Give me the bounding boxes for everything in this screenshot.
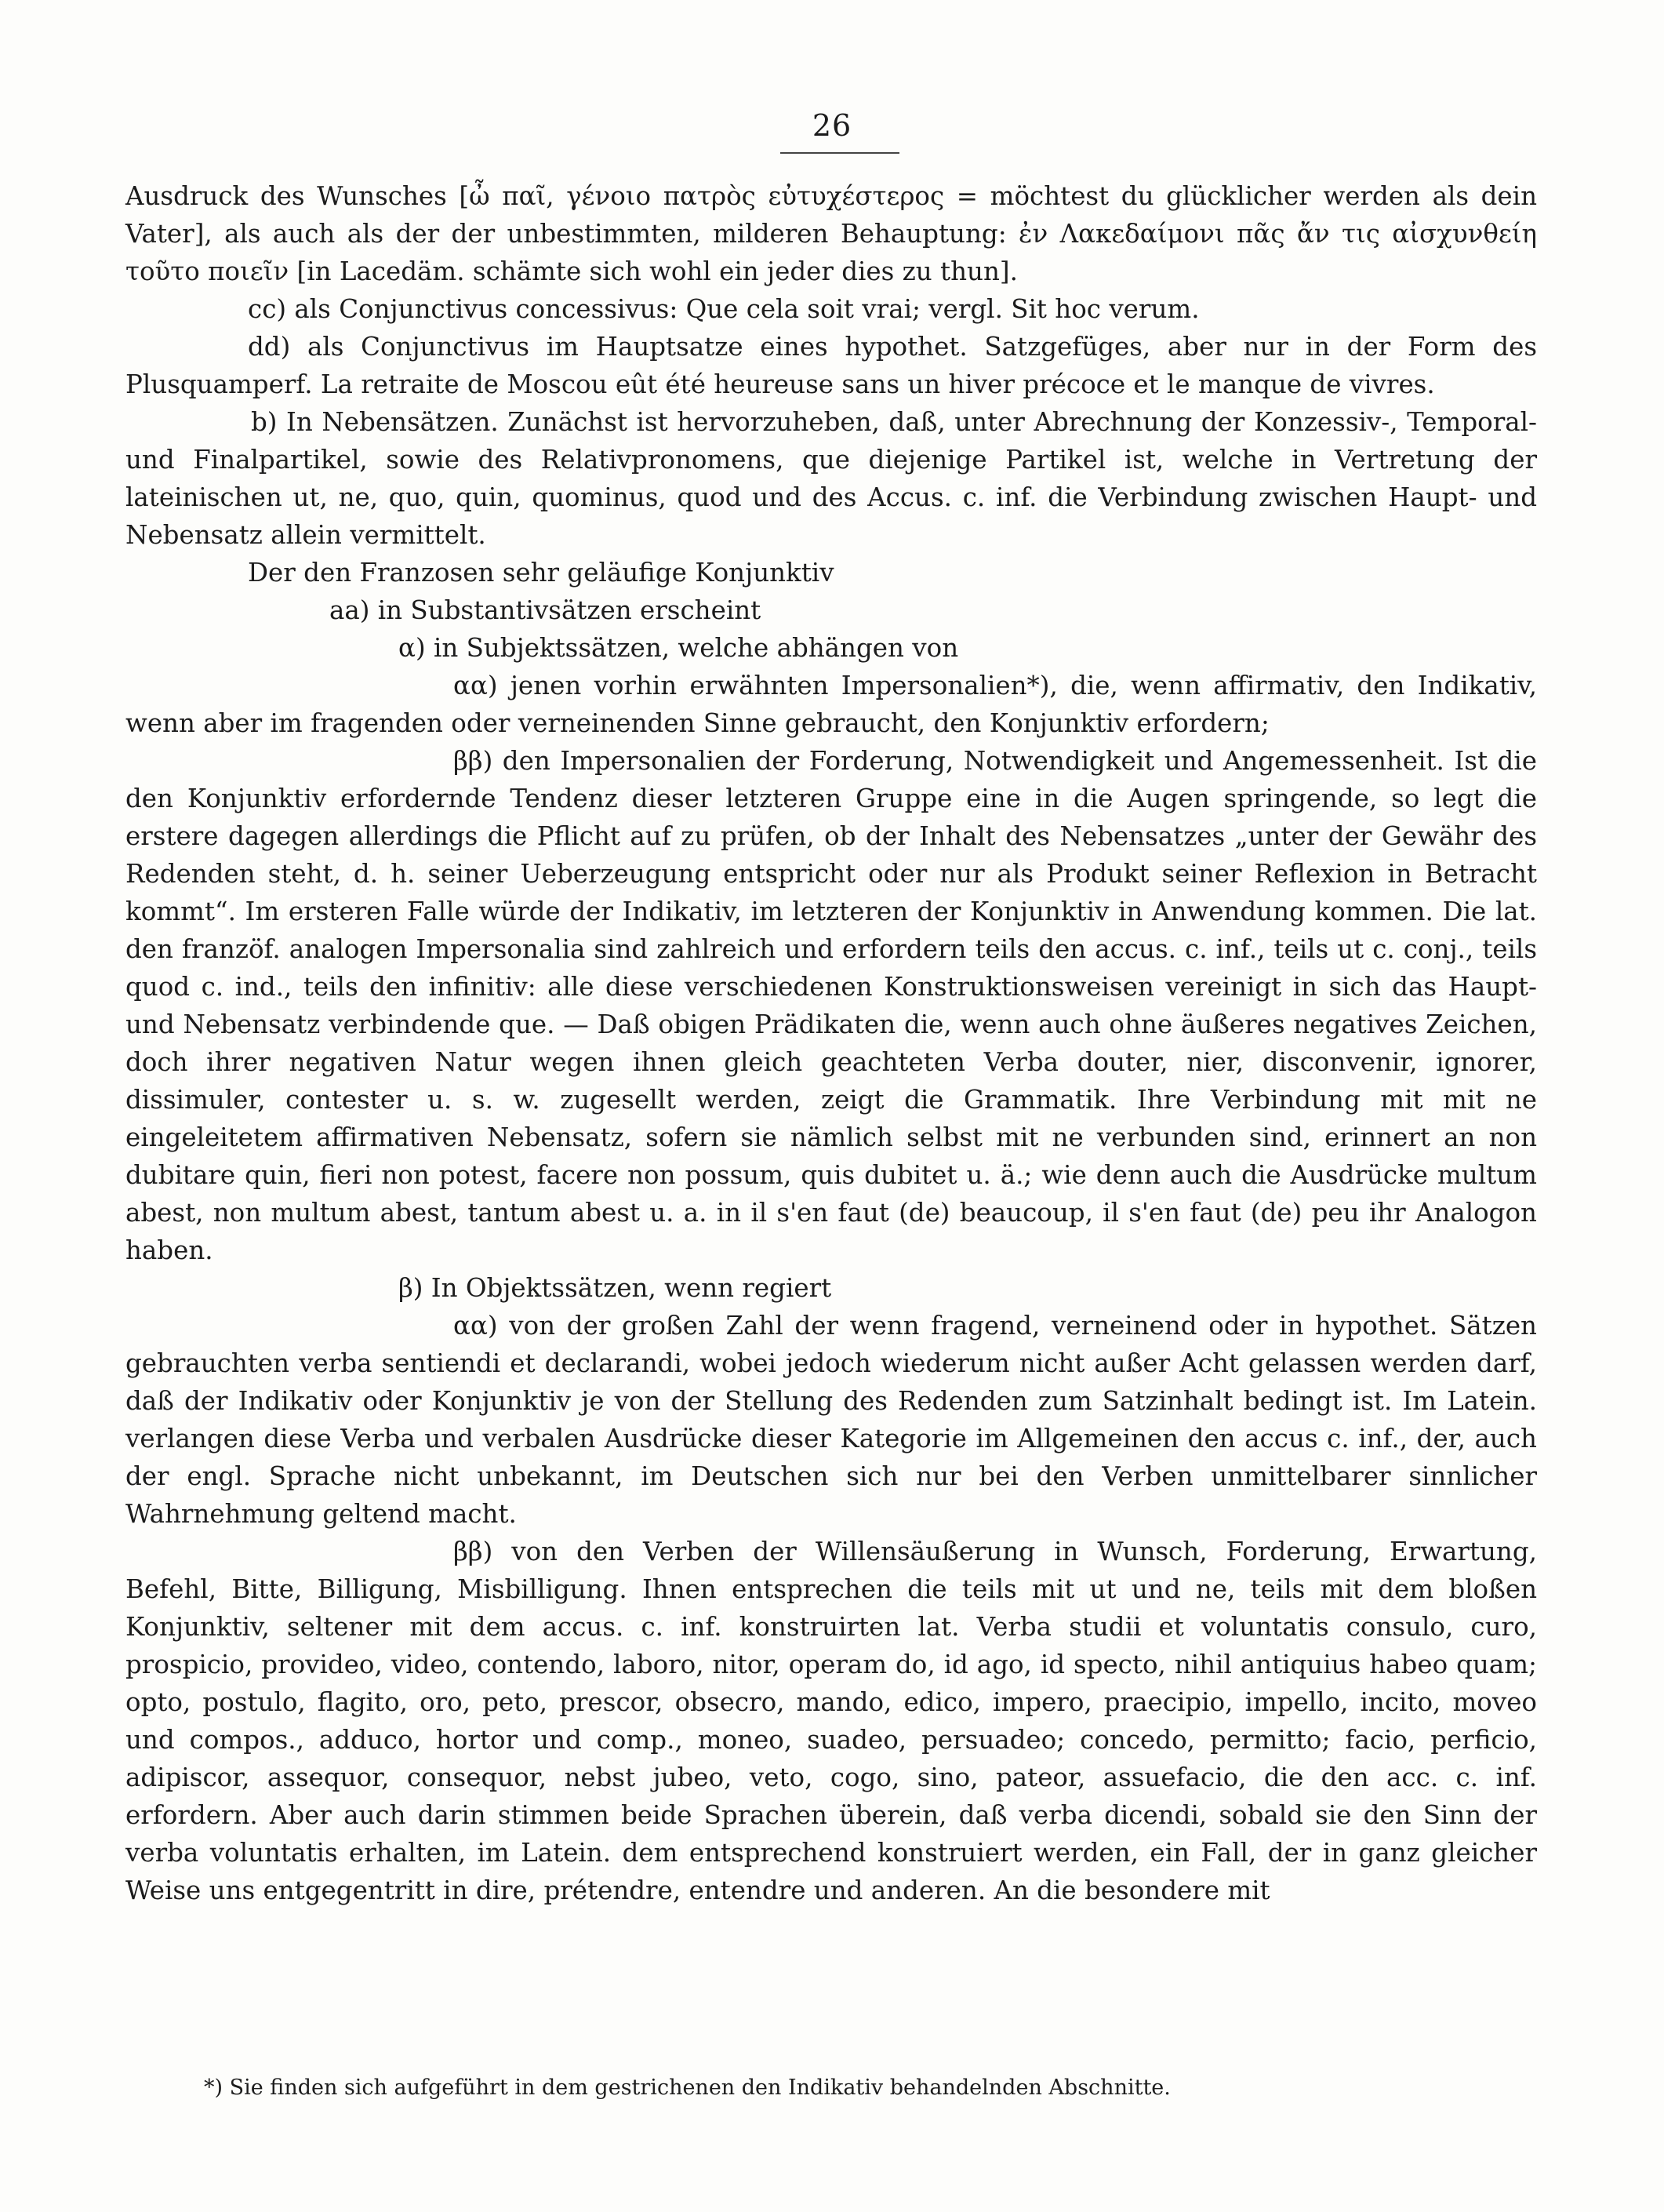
- paragraph: b) In Nebensätzen. Zunächst ist hervorzuheben, daß, unter Abrechnung der Konzessiv-, Temporal- und Finalpartikel, sowie des Relativpronomens, que diejenige Partikel ist, welche in Vertretung der lateinischen ut, ne, quo, quin, quominus, quod und des Accus. c. inf. die Verbindung zwischen Haupt- und Nebensatz allein vermittelt.: [125, 407, 1537, 550]
- footnote: *) Sie finden sich aufgeführt in dem gestrichenen den Indikativ behandelnden Abschnitte.: [204, 2076, 1171, 2100]
- body-text: [125, 177, 1537, 1909]
- paragraph: aa) in Substantivsätzen erscheint: [329, 595, 761, 625]
- paragraph: Der den Franzosen sehr geläufige Konjunktiv: [248, 558, 834, 588]
- paragraph: αα) jenen vorhin erwähnten Impersonalien*), die, wenn affirmativ, den Indikativ, wenn aber im fragenden oder verneinenden Sinne gebraucht, den Konjunktiv erfordern;: [125, 671, 1537, 738]
- paragraph: Ausdruck des Wunsches [ὦ παῖ, γένοιο πατρὸς εὐτυχέστερος = möchtest du glücklicher werden als dein Vater], als auch als der der unbestimmten, milderen Behauptung: ἐν Λακεδαίμονι πᾶς ἄν τις αἰσχυνθείη τοῦτο ποιεῖν [in Lacedäm. schämte sich wohl ein jeder dies zu thun].: [125, 181, 1537, 286]
- paragraph: ββ) den Impersonalien der Forderung, Notwendigkeit und Angemessenheit. Ist die den Konjunktiv erfordernde Tendenz dieser letzteren Gruppe eine in die Augen springende, so legt die erstere dagegen allerdings die Pflicht auf zu prüfen, ob der Inhalt des Nebensatzes „unter der Gewähr des Redenden steht, d. h. seiner Ueberzeugung entspricht oder nur als Produkt seiner Reflexion in Betracht kommt“. Im ersteren Falle würde der Indikativ, im letzteren der Konjunktiv in Anwendung kommen. Die lat. den franzöf. analogen Impersonalia sind zahlreich und erfordern teils den accus. c. inf., teils ut c. conj., teils quod c. ind., teils den infinitiv: alle diese verschiedenen Konstruktionsweisen vereinigt in sich das Haupt- und Nebensatz verbindende que. — Daß obigen Prädikaten die, wenn auch ohne äußeres negatives Zeichen, doch ihrer negativen Natur wegen ihnen gleich geachteten Verba douter, nier, disconvenir, ignorer, dissimuler, contester u. s. w. zugesellt werden, zeigt die Grammatik. Ihre Verbindung mit mit ne eingeleitetem affirmativen Nebensatz, sofern sie nämlich selbst mit ne verbunden sind, erinnert an non dubitare quin, fieri non potest, facere non possum, quis dubitet u. ä.; wie denn auch die Ausdrücke multum abest, non multum abest, tantum abest u. a. in il s'en faut (de) beaucoup, il s'en faut (de) peu ihr Analogon haben.: [125, 746, 1537, 1265]
- paragraph: α) in Subjektssätzen, welche abhängen von: [398, 633, 959, 663]
- paragraph: αα) von der großen Zahl der wenn fragend, verneinend oder in hypothet. Sätzen gebrauchten verba sentiendi et declarandi, wobei jedoch wiederum nicht außer Acht gelassen werden darf, daß der Indikativ oder Konjunktiv je von der Stellung des Redenden zum Satzinhalt bedingt ist. Im Latein. verlangen diese Verba und verbalen Ausdrücke dieser Kategorie im Allgemeinen den accus c. inf., der, auch der engl. Sprache nicht unbekannt, im Deutschen sich nur bei den Verben unmittelbarer sinnlicher Wahrnehmung geltend macht.: [125, 1311, 1537, 1529]
- paragraph: β) In Objektssätzen, wenn regiert: [398, 1273, 832, 1303]
- page-number-rule: [780, 152, 899, 154]
- paragraph: dd) als Conjunctivus im Hauptsatze eines hypothet. Satzgefüges, aber nur in der Form des Plusquamperf. La retraite de Moscou eût été heureuse sans un hiver précoce et le manque de vivres.: [125, 332, 1537, 399]
- paragraph: ββ) von den Verben der Willensäußerung in Wunsch, Forderung, Erwartung, Befehl, Bitte, Billigung, Misbilligung. Ihnen entsprechen die teils mit ut und ne, teils mit dem bloßen Konjunktiv, seltener mit dem accus. c. inf. konstruirten lat. Verba studii et voluntatis consulo, curo, prospicio, provideo, video, contendo, laboro, nitor, operam do, id ago, id specto, nihil antiquius habeo quam; opto, postulo, flagito, oro, peto, prescor, obsecro, mando, edico, impero, praecipio, impello, incito, moveo und compos., adduco, hortor und comp., moneo, suadeo, persuadeo; concedo, permitto; facio, perficio, adipiscor, assequor, consequor, nebst jubeo, veto, cogo, sino, pateor, assuefacio, die den acc. c. inf. erfordern. Aber auch darin stimmen beide Sprachen überein, daß verba dicendi, sobald sie den Sinn der verba voluntatis erhalten, im Latein. dem entsprechend konstruiert werden, ein Fall, der in ganz gleicher Weise uns entgegentritt in dire, prétendre, entendre und anderen. An die besondere mit: [125, 1537, 1537, 1905]
- page-number: 26: [812, 108, 852, 143]
- paragraph: cc) als Conjunctivus concessivus: Que cela soit vrai; vergl. Sit hoc verum.: [248, 294, 1200, 324]
